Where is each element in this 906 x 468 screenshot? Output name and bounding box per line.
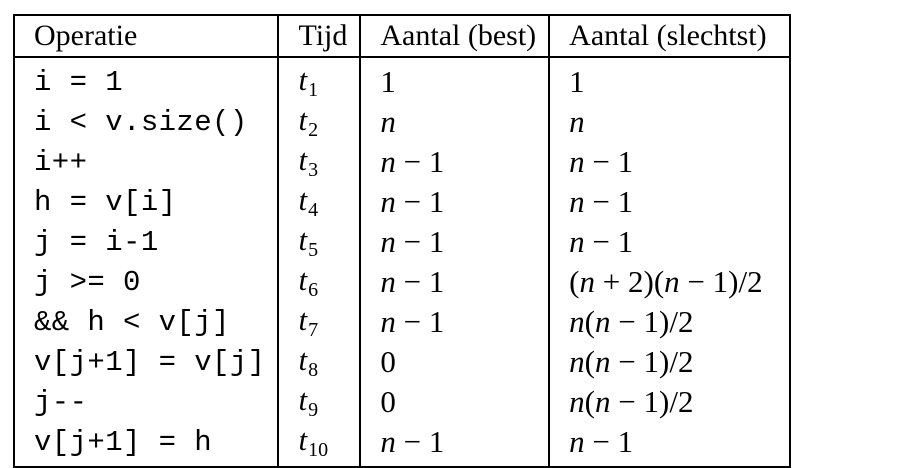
time-symbol: t — [298, 342, 308, 377]
table-row — [14, 142, 790, 182]
time-symbol: t — [298, 102, 308, 137]
time-symbol: t — [298, 262, 308, 297]
time-subscript: 5 — [308, 239, 319, 261]
operation-cell: v[j+1] = v[j] — [34, 345, 266, 379]
header-row — [14, 15, 790, 57]
best-count-cell: 0 — [360, 382, 549, 422]
best-count-cell: 0 — [360, 342, 549, 382]
time-subscript: 1 — [308, 79, 319, 101]
operation-cell: v[j+1] = h — [34, 425, 213, 459]
best-count-cell: n − 1 — [360, 262, 549, 302]
worst-count-cell: n − 1 — [549, 222, 790, 262]
time-subscript: 3 — [308, 159, 319, 181]
operation-cell: && h < v[j] — [34, 305, 230, 339]
time-symbol: t — [298, 62, 308, 97]
table-row — [14, 222, 790, 262]
worst-count-cell: 1 — [549, 57, 790, 102]
time-symbol: t — [298, 142, 308, 177]
time-subscript: 9 — [308, 399, 319, 421]
time-symbol: t — [298, 222, 308, 257]
time-subscript: 4 — [308, 199, 319, 221]
worst-count-cell: n − 1 — [549, 422, 790, 467]
best-count-cell: n − 1 — [360, 422, 549, 467]
time-cell — [278, 57, 360, 102]
time-cell — [278, 102, 360, 142]
table-body — [14, 57, 790, 467]
time-cell — [278, 142, 360, 182]
header-tijd: Tijd — [278, 15, 360, 57]
time-cell — [278, 302, 360, 342]
header-aantal-slechtst: Aantal (slechtst) — [549, 15, 790, 57]
time-symbol: t — [298, 422, 308, 457]
best-count-cell: n − 1 — [360, 182, 549, 222]
time-subscript: 2 — [308, 119, 319, 141]
worst-count-cell: n(n − 1)/2 — [549, 302, 790, 342]
table-row — [14, 302, 790, 342]
operations-table — [13, 14, 791, 468]
best-count-cell: n — [360, 102, 549, 142]
operation-cell: i = 1 — [34, 65, 124, 99]
time-symbol: t — [298, 382, 308, 417]
time-subscript: 8 — [308, 359, 319, 381]
header-operatie: Operatie — [14, 15, 278, 57]
worst-count-cell: n − 1 — [549, 182, 790, 222]
time-cell — [278, 262, 360, 302]
operation-cell: j-- — [34, 385, 88, 419]
time-subscript: 6 — [308, 279, 319, 301]
operation-cell: i < v.size() — [34, 105, 248, 139]
header-aantal-best: Aantal (best) — [360, 15, 549, 57]
time-symbol: t — [298, 182, 308, 217]
best-count-cell: n − 1 — [360, 222, 549, 262]
table-row — [14, 262, 790, 302]
best-count-cell: n − 1 — [360, 142, 549, 182]
table-row — [14, 57, 790, 102]
operation-cell: j = i-1 — [34, 225, 159, 259]
best-count-cell: n − 1 — [360, 302, 549, 342]
time-symbol: t — [298, 302, 308, 337]
table-row — [14, 342, 790, 382]
time-subscript: 7 — [308, 319, 319, 341]
time-cell — [278, 422, 360, 467]
table-row — [14, 382, 790, 422]
worst-count-cell: n(n − 1)/2 — [549, 342, 790, 382]
worst-count-cell: (n + 2)(n − 1)/2 — [549, 262, 790, 302]
operation-cell: i++ — [34, 145, 88, 179]
worst-count-cell: n — [549, 102, 790, 142]
time-cell — [278, 342, 360, 382]
best-count-cell: 1 — [360, 57, 549, 102]
time-cell — [278, 382, 360, 422]
operation-cell: j >= 0 — [34, 265, 141, 299]
table-row — [14, 182, 790, 222]
table-row — [14, 102, 790, 142]
table-row — [14, 422, 790, 467]
time-subscript: 10 — [308, 439, 329, 461]
time-cell — [278, 182, 360, 222]
time-cell — [278, 222, 360, 262]
operations-table-container — [13, 14, 791, 468]
operation-cell: h = v[i] — [34, 185, 177, 219]
worst-count-cell: n − 1 — [549, 142, 790, 182]
worst-count-cell: n(n − 1)/2 — [549, 382, 790, 422]
